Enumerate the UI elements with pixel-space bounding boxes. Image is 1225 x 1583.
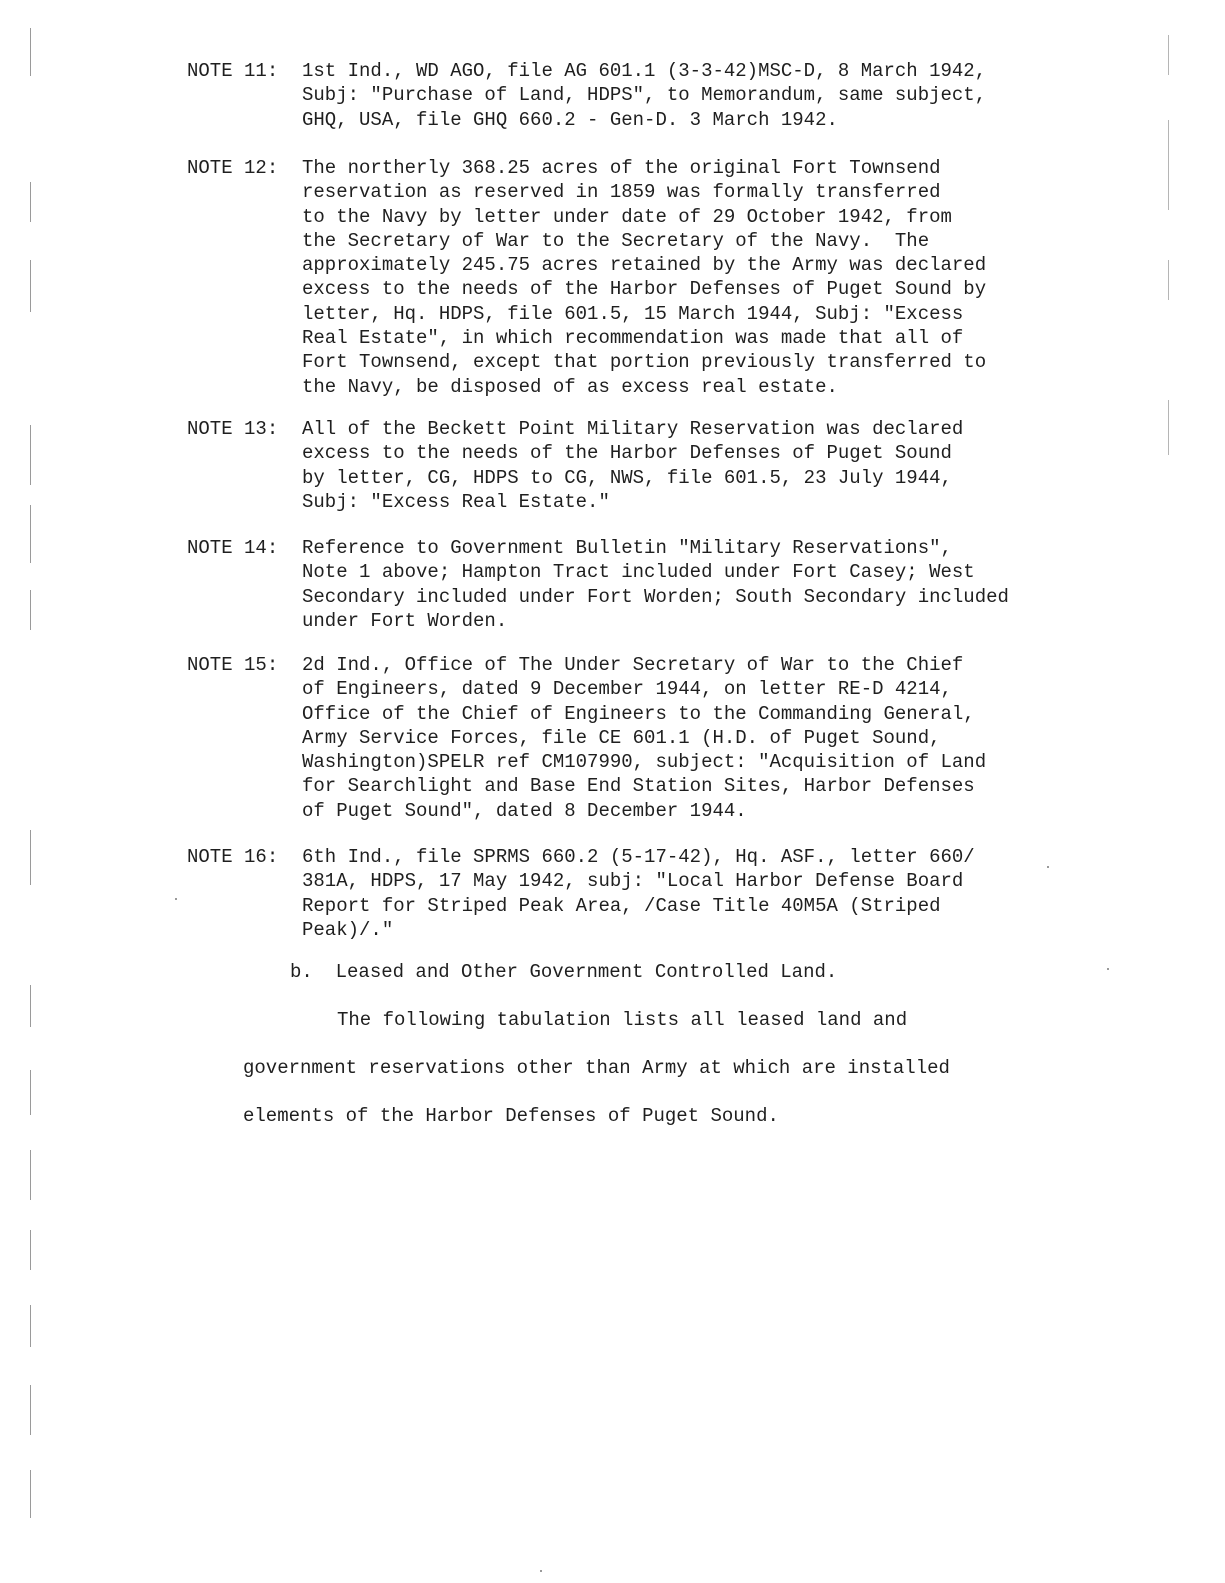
section-b-heading: b. Leased and Other Government Controlled Land.	[290, 961, 838, 983]
note-line: 1st Ind., WD AGO, file AG 601.1 (3-3-42)MSC-D, 8 March 1942,	[302, 60, 987, 82]
note-line: Washington)SPELR ref CM107990, subject: "Acquisition of Land	[302, 751, 987, 774]
scan-edge-mark	[1168, 35, 1169, 75]
note-line: 381A, HDPS, 17 May 1942, subj: "Local Harbor Defense Board	[302, 870, 964, 893]
note-body	[302, 536, 1009, 633]
note-line: Subj: "Purchase of Land, HDPS", to Memorandum, same subject,	[302, 84, 987, 107]
binder-edge-mark	[30, 182, 31, 222]
note-line: excess to the needs of the Harbor Defenses of Puget Sound	[302, 442, 952, 465]
scan-speck	[175, 898, 177, 900]
note-line: excess to the needs of the Harbor Defenses of Puget Sound by	[302, 278, 987, 301]
binder-edge-mark	[30, 425, 31, 485]
scan-edge-mark	[1168, 260, 1169, 300]
note-line: Reference to Government Bulletin "Military Reservations",	[302, 537, 952, 559]
note-line: Note 1 above; Hampton Tract included under Fort Casey; West	[302, 561, 975, 584]
note-12	[187, 156, 1067, 399]
note-line: for Searchlight and Base End Station Sites, Harbor Defenses	[302, 775, 975, 798]
note-line: Secondary included under Fort Worden; South Secondary included	[302, 585, 1009, 608]
binder-edge-mark	[30, 1230, 31, 1270]
scan-edge-mark	[1168, 400, 1169, 455]
note-line: GHQ, USA, file GHQ 660.2 - Gen-D. 3 March 1942.	[302, 108, 838, 131]
note-label: NOTE 16:	[187, 846, 279, 868]
note-line: of Engineers, dated 9 December 1944, on letter RE-D 4214,	[302, 678, 952, 701]
binder-edge-mark	[30, 1070, 31, 1115]
binder-edge-mark	[30, 985, 31, 1027]
scan-edge-mark	[1168, 120, 1169, 210]
paragraph-line: government reservations other than Army at which are installed	[243, 1057, 950, 1079]
note-line: Army Service Forces, file CE 601.1 (H.D. of Puget Sound,	[302, 726, 941, 749]
note-line: reservation as reserved in 1859 was formally transferred	[302, 181, 941, 204]
note-label: NOTE 15:	[187, 654, 279, 676]
note-14	[187, 536, 1067, 633]
note-body	[302, 845, 975, 942]
note-body	[302, 156, 986, 399]
note-line: Report for Striped Peak Area, /Case Title 40M5A (Striped	[302, 894, 941, 917]
note-line: Real Estate", in which recommendation was made that all of	[302, 327, 964, 350]
note-11	[187, 59, 1067, 132]
binder-edge-mark	[30, 28, 31, 76]
note-label: NOTE 13:	[187, 418, 279, 440]
binder-edge-mark	[30, 1470, 31, 1518]
note-16	[187, 845, 1067, 942]
note-line: Fort Townsend, except that portion previously transferred to	[302, 351, 987, 374]
scan-speck	[1107, 968, 1109, 970]
binder-edge-mark	[30, 1385, 31, 1435]
note-line: 6th Ind., file SPRMS 660.2 (5-17-42), Hq. ASF., letter 660/	[302, 846, 975, 868]
note-line: to the Navy by letter under date of 29 October 1942, from	[302, 205, 952, 228]
note-line: the Secretary of War to the Secretary of the Navy. The	[302, 229, 930, 252]
note-label: NOTE 11:	[187, 60, 279, 82]
binder-edge-mark	[30, 1150, 31, 1200]
section-b-paragraph	[243, 996, 950, 1140]
note-line: approximately 245.75 acres retained by the Army was declared	[302, 254, 987, 277]
note-line: letter, Hq. HDPS, file 601.5, 15 March 1944, Subj: "Excess	[302, 302, 964, 325]
note-line: Subj: "Excess Real Estate."	[302, 490, 610, 513]
note-body	[302, 653, 986, 823]
note-line: under Fort Worden.	[302, 609, 508, 632]
note-line: of Puget Sound", dated 8 December 1944.	[302, 799, 747, 822]
note-body	[302, 59, 986, 132]
note-line: 2d Ind., Office of The Under Secretary of War to the Chief	[302, 654, 964, 676]
scan-speck	[540, 1570, 542, 1572]
note-label: NOTE 12:	[187, 157, 279, 179]
paragraph-line: elements of the Harbor Defenses of Puget Sound.	[243, 1105, 779, 1127]
note-15	[187, 653, 1067, 823]
note-body	[302, 417, 963, 514]
note-label: NOTE 14:	[187, 537, 279, 559]
binder-edge-mark	[30, 260, 31, 312]
binder-edge-mark	[30, 830, 31, 885]
note-line: the Navy, be disposed of as excess real estate.	[302, 375, 838, 398]
binder-edge-mark	[30, 590, 31, 630]
note-line: The northerly 368.25 acres of the original Fort Townsend	[302, 157, 941, 179]
note-13	[187, 417, 1067, 514]
paragraph-line: The following tabulation lists all leased land and	[337, 1009, 908, 1031]
note-line: All of the Beckett Point Military Reservation was declared	[302, 418, 964, 440]
note-line: Peak)/."	[302, 918, 394, 941]
note-line: by letter, CG, HDPS to CG, NWS, file 601.5, 23 July 1944,	[302, 466, 952, 489]
note-line: Office of the Chief of Engineers to the Commanding General,	[302, 702, 975, 725]
binder-edge-mark	[30, 505, 31, 563]
binder-edge-mark	[30, 1305, 31, 1347]
